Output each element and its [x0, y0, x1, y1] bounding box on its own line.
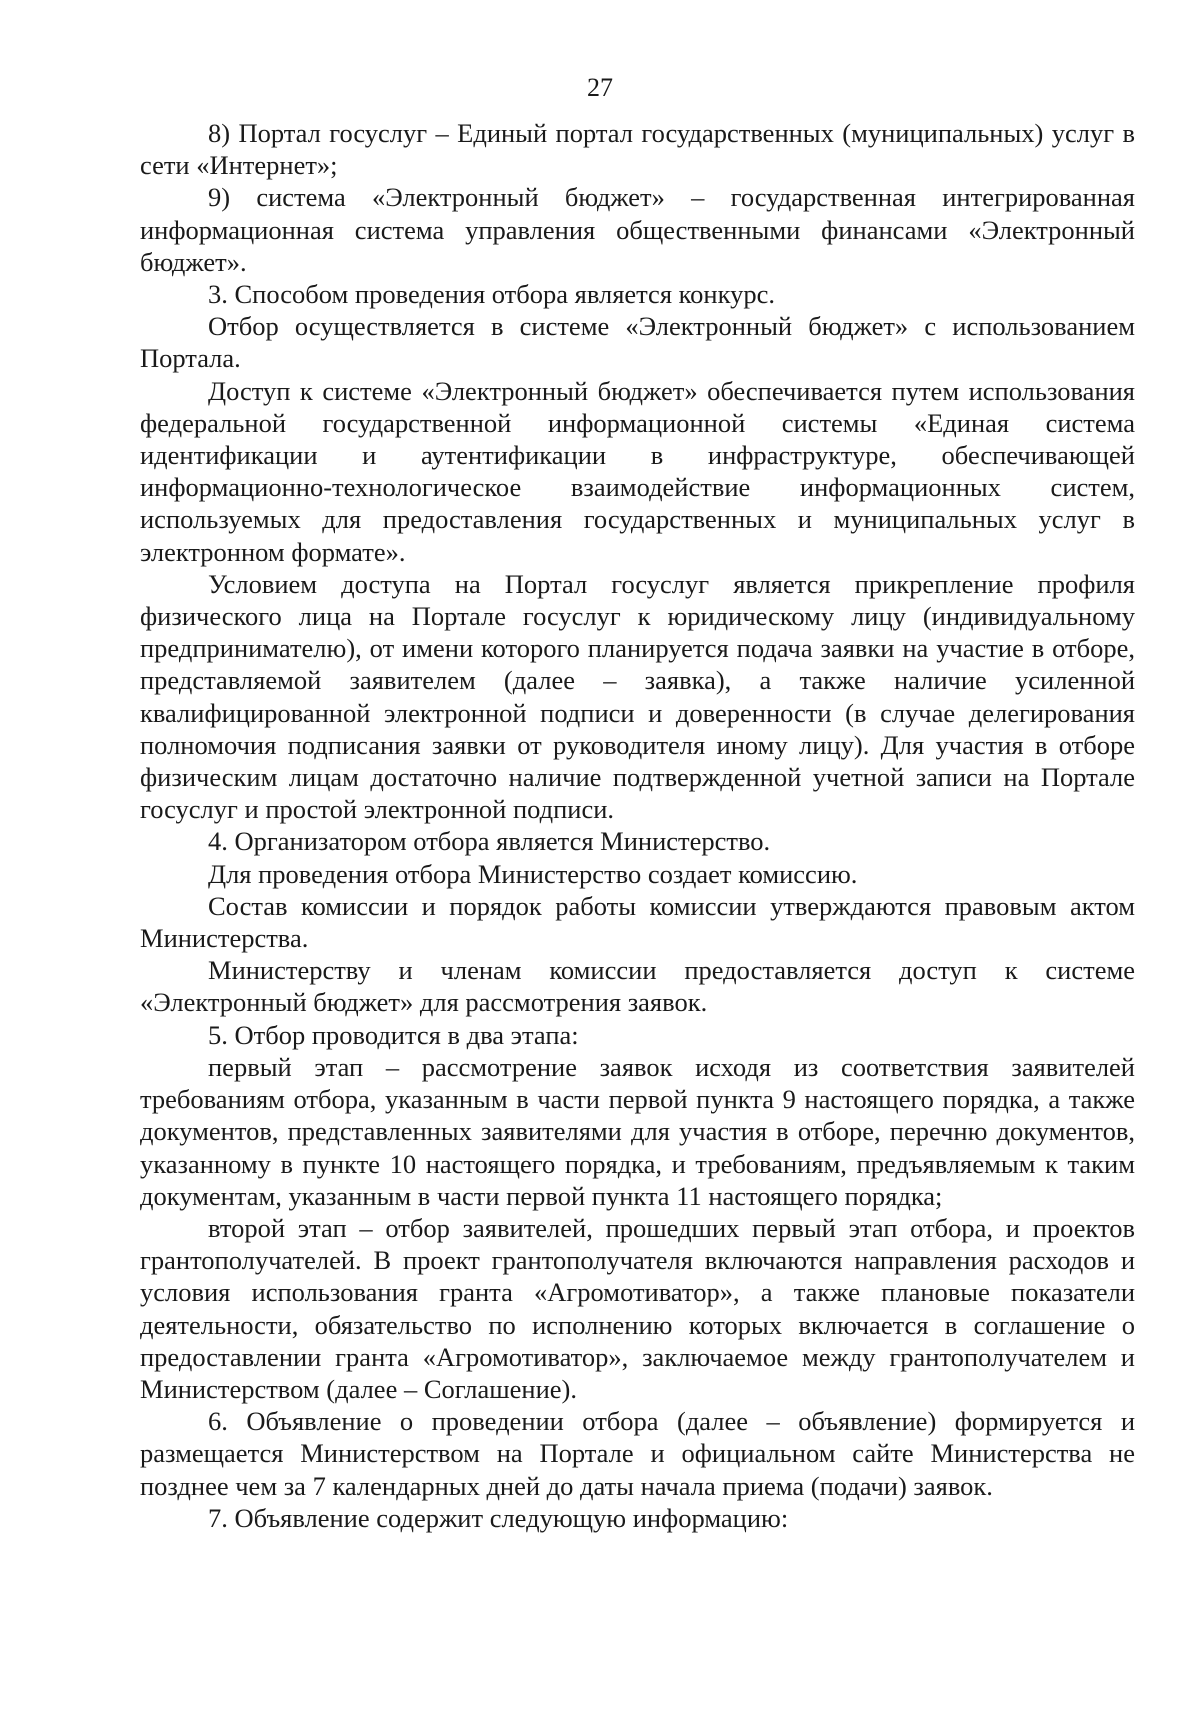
paragraph-clause-7-announcement-contents: 7. Объявление содержит следующую информацию: [208, 1502, 789, 1533]
paragraph-system-access: Доступ к системе «Электронный бюджет» обеспечивается путем использования федеральной государственной информационной системы «Единая система идентификации и аутентификации в инфраструктуре, обеспечивающей информационно-технологическое взаимодействие информационных систем, используемых для предоставления государственных и муниципальных услуг в электронном формате». [140, 375, 1135, 567]
paragraph-item-8-gosuslugi-portal: 8) Портал госуслуг – Единый портал государственных (муниципальных) услуг в сети «Интернет»; [140, 118, 1135, 181]
paragraph-selection-in-system: Отбор осуществляется в системе «Электронный бюджет» с использованием Портала. [140, 311, 1135, 374]
paragraph-commission-created: Для проведения отбора Министерство создает комиссию. [208, 858, 858, 889]
paragraph-item-9-electronic-budget: 9) система «Электронный бюджет» – государственная интегрированная информационная система управления общественными финансами «Электронный бюджет». [140, 182, 1135, 277]
paragraph-commission-access: Министерству и членам комиссии предоставляется доступ к системе «Электронный бюджет» для рассмотрения заявок. [140, 955, 1135, 1018]
paragraph-clause-6-announcement: 6. Объявление о проведении отбора (далее – объявление) формируется и размещается Министерством на Портале и официальном сайте Министерства не позднее чем за 7 календарных дней до даты начала приема (подачи) заявок. [140, 1406, 1135, 1501]
paragraph-clause-3-selection-method: 3. Способом проведения отбора является конкурс. [208, 279, 775, 310]
paragraph-clause-5-two-stages: 5. Отбор проводится в два этапа: [208, 1019, 579, 1050]
paragraph-clause-4-organizer: 4. Организатором отбора является Министерство. [208, 826, 771, 857]
paragraph-first-stage: первый этап – рассмотрение заявок исходя из соответствия заявителей требованиям отбора, указанным в части первой пункта 9 настоящего порядка, а также документов, представленных заявителями для участия в отборе, перечню документов, указанному в пункте 10 настоящего порядка, и требованиям, предъявляемым к таким документам, указанным в части первой пункта 11 настоящего порядка; [140, 1051, 1135, 1211]
paragraph-commission-composition: Состав комиссии и порядок работы комиссии утверждаются правовым актом Министерства. [140, 890, 1135, 954]
paragraph-second-stage: второй этап – отбор заявителей, прошедших первый этап отбора, и проектов грантополучателей. В проект грантополучателя включаются направления расходов и условия использования гранта «Агромотиватор», а также плановые показатели деятельности, обязательство по исполнению которых включается в соглашение о предоставлении гранта «Агромотиватор», заключаемое между грантополучателем и Министерством (далее – Соглашение). [140, 1212, 1135, 1404]
page-number: 27 [587, 73, 613, 102]
paragraph-portal-access-condition: Условием доступа на Портал госуслуг является прикрепление профиля физического лица на Портале госуслуг к юридическому лицу (индивидуальному предпринимателю), от имени которого планируется подача заявки на участие в отборе, представляемой заявителем (далее – заявка), а также наличие усиленной квалифицированной электронной подписи и доверенности (в случае делегирования полномочия подписания заявки от руководителя иному лицу). Для участия в отборе физическим лицам достаточно наличие подтвержденной учетной записи на Портале госуслуг и простой электронной подписи. [140, 568, 1135, 825]
document-body [140, 117, 1135, 1534]
